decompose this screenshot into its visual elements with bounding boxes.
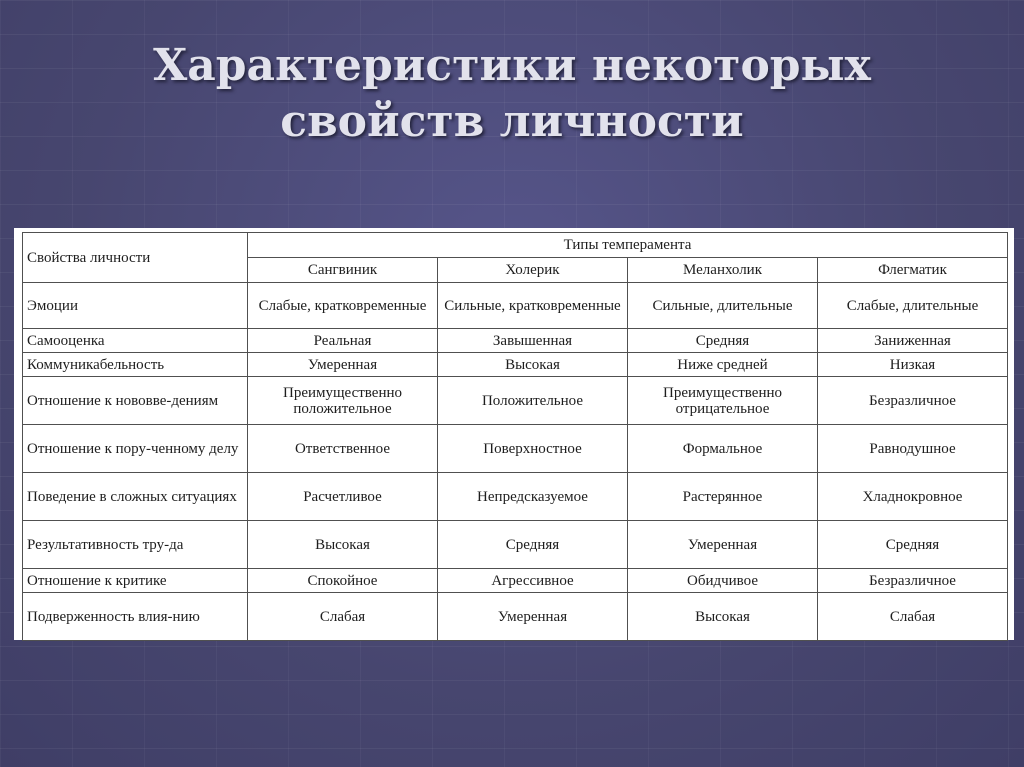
table-row bbox=[23, 569, 1008, 593]
table-cell: Низкая bbox=[818, 353, 1008, 377]
header-temperament-types: Типы темперамента bbox=[248, 233, 1008, 258]
table-cell: Высокая bbox=[628, 593, 818, 641]
table-cell: Непредсказуемое bbox=[438, 473, 628, 521]
table-cell: Высокая bbox=[248, 521, 438, 569]
table-cell: Ответственное bbox=[248, 425, 438, 473]
table-row bbox=[23, 353, 1008, 377]
slide-title-line-2: свойств личности bbox=[280, 96, 744, 147]
row-label: Отношение к нововве-дениям bbox=[23, 377, 248, 425]
table-cell: Сильные, длительные bbox=[628, 283, 818, 329]
temperament-table bbox=[22, 232, 1008, 641]
table-cell: Средняя bbox=[438, 521, 628, 569]
table-cell: Безразличное bbox=[818, 377, 1008, 425]
row-label: Поведение в сложных ситуациях bbox=[23, 473, 248, 521]
table-image-panel bbox=[14, 228, 1014, 640]
table-cell: Поверхностное bbox=[438, 425, 628, 473]
table-cell: Расчетливое bbox=[248, 473, 438, 521]
table-cell: Равнодушное bbox=[818, 425, 1008, 473]
table-cell: Реальная bbox=[248, 329, 438, 353]
table-row bbox=[23, 283, 1008, 329]
row-label: Отношение к критике bbox=[23, 569, 248, 593]
header-phlegmatic: Флегматик bbox=[818, 258, 1008, 283]
table-cell: Хладнокровное bbox=[818, 473, 1008, 521]
table-cell: Умеренная bbox=[248, 353, 438, 377]
table-cell: Спокойное bbox=[248, 569, 438, 593]
table-row bbox=[23, 425, 1008, 473]
table-row bbox=[23, 521, 1008, 569]
header-sanguine: Сангвиник bbox=[248, 258, 438, 283]
table-cell: Положительное bbox=[438, 377, 628, 425]
header-personality-properties: Свойства личности bbox=[23, 233, 248, 283]
table-cell: Слабые, кратковременные bbox=[248, 283, 438, 329]
table-cell: Формальное bbox=[628, 425, 818, 473]
table-cell: Слабые, длительные bbox=[818, 283, 1008, 329]
table-cell: Сильные, кратковременные bbox=[438, 283, 628, 329]
table-cell: Обидчивое bbox=[628, 569, 818, 593]
table-row bbox=[23, 377, 1008, 425]
table-cell: Безразличное bbox=[818, 569, 1008, 593]
table-row bbox=[23, 593, 1008, 641]
row-label: Отношение к пору-ченному делу bbox=[23, 425, 248, 473]
table-row bbox=[23, 473, 1008, 521]
row-label: Подверженность влия-нию bbox=[23, 593, 248, 641]
table-cell: Слабая bbox=[248, 593, 438, 641]
table-cell: Ниже средней bbox=[628, 353, 818, 377]
table-cell: Преимущественно положительное bbox=[248, 377, 438, 425]
table-cell: Слабая bbox=[818, 593, 1008, 641]
row-label: Самооценка bbox=[23, 329, 248, 353]
header-choleric: Холерик bbox=[438, 258, 628, 283]
table-cell: Средняя bbox=[818, 521, 1008, 569]
table-cell: Умеренная bbox=[438, 593, 628, 641]
table-cell: Преимущественно отрицательное bbox=[628, 377, 818, 425]
header-melancholic: Меланхолик bbox=[628, 258, 818, 283]
row-label: Результативность тру-да bbox=[23, 521, 248, 569]
row-label: Эмоции bbox=[23, 283, 248, 329]
table-cell: Растерянное bbox=[628, 473, 818, 521]
table-header-row bbox=[23, 233, 1008, 258]
slide-title bbox=[0, 38, 1024, 150]
table-cell: Умеренная bbox=[628, 521, 818, 569]
table-cell: Агрессивное bbox=[438, 569, 628, 593]
table-cell: Заниженная bbox=[818, 329, 1008, 353]
row-label: Коммуникабельность bbox=[23, 353, 248, 377]
table-cell: Завышенная bbox=[438, 329, 628, 353]
table-cell: Высокая bbox=[438, 353, 628, 377]
table-row bbox=[23, 329, 1008, 353]
slide-title-line-1: Характеристики некоторых bbox=[153, 40, 871, 91]
table-cell: Средняя bbox=[628, 329, 818, 353]
